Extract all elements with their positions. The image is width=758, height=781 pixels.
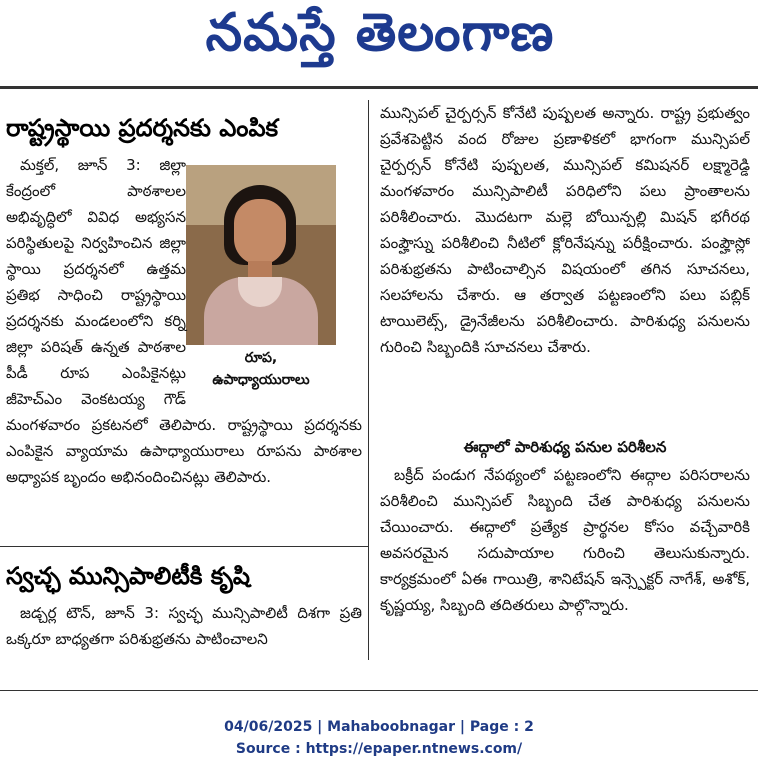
article2-body-left: జడ్చర్ల టౌన్, జూన్ 3: స్వచ్ఛ మున్సిపాలిటీ దిశగా ప్రతి ఒక్కరూ బాధ్యతగా పరిశుభ్రతను పాటించాలని: [6, 604, 362, 648]
article2-body-right-wrap: [380, 100, 750, 434]
footer-date-edition: 04/06/2025 | Mahaboobnagar | Page : 2: [224, 719, 534, 735]
article2-body-left-wrap: [6, 600, 362, 684]
article2-body-sub: బక్రీద్ పండుగ నేపథ్యంలో పట్టణంలోని ఈద్గాల పరిసరాలను పరిశీలించి మున్సిపల్ సిబ్బంది చేత పారిశుధ్య పనులను చేయించారు. ఈద్గాలో ప్రత్యేక ప్రార్థనల కోసం వచ్చేవారికి అవసరమైన సదుపాయాల గురించి తెలుసుకున్నారు. కార్యక్రమంలో ఏఈ గాయిత్రి, శానిటేషన్ ఇన్స్పెక్టర్ నాగేశ్, అశోక్, కృష్ణయ్య, సిబ్బంది తదితరులు పాల్గొన్నారు.: [380, 466, 750, 614]
article1-headline: రాష్ట్రస్థాయి ప్రదర్శనకు ఎంపిక: [6, 114, 279, 142]
article2-body-sub-wrap: [380, 462, 750, 684]
bottom-rule: [0, 690, 758, 691]
top-rule: [0, 86, 758, 89]
article1-body: మక్తల్, జూన్ 3: జిల్లా కేంద్రంలో పాఠశాలల అభివృద్ధిలో వివిధ అభ్యసన పరిస్థితులపై నిర్వహించిన జిల్లా స్థాయి ప్రదర్శనలో ఉత్తమ ప్రతిభ సాధించి రాష్ట్రస్థాయి ప్రదర్శనకు మండలంలోని కర్ని జిల్లా పరిషత్ ఉన్నత పాఠశాల పీడీ రూప ఎంపికైనట్లు జీహెచ్ఎం వెంకటయ్య గౌడ్ మంగళవారం ప్రకటనలో తెలిపారు. రాష్ట్రస్థాయి ప్రదర్శనకు ఎంపికైన వ్యాయామ ఉపాధ్యాయురాలు రూపను పాఠశాల అధ్యాపక బృందం అభినందించినట్లు తెలిపారు.: [6, 156, 362, 486]
section-divider: [0, 546, 368, 547]
article2-body-right: మున్సిపల్ చైర్పర్సన్ కోనేటి పుష్పలత అన్నారు. రాష్ట్ర ప్రభుత్వం ప్రవేశపెట్టిన వంద రోజుల ప్రణాళికలో భాగంగా మున్సిపల్ చైర్పర్సన్ కోనేటి పుష్పలత, మున్సిపల్ కమిషనర్ లక్ష్మారెడ్డి మంగళవారం మున్సిపాలిటీ పరిధిలోని పలు ప్రాంతాలను పరిశీలించారు. మొదటగా మల్లె బోయిన్పల్లి మిషన్ భగీరథ పంప్హౌస్ను పరిశీలించి నీటిలో క్లోరినేషన్ను పరీక్షించారు. పంప్హౌస్లో పరిశుభ్రతను పాటించాల్సిన విషయంలో తగిన సూచనలు, సలహాలను చేశారు. ఆ తర్వాత పట్టణంలోని పలు పబ్లిక్ టాయిలెట్స్, డ్రైనేజీలను పరిశీలించారు. పారిశుధ్య పనులను గురించి సిబ్బందికి సూచనలు చేశారు.: [380, 104, 750, 356]
caption-role: ఉపాధ్యాయురాలు: [212, 372, 310, 388]
caption-name: రూప,: [244, 350, 278, 366]
article2-headline: స్వచ్ఛ మున్సిపాలిటీకి కృషి: [6, 562, 251, 590]
footer: [0, 716, 758, 760]
article2-subhead: ఈద్గాలో పారిశుధ్య పనుల పరిశీలన: [463, 438, 667, 456]
column-divider: [368, 100, 369, 660]
masthead-logo: నమస్తే తెలంగాణ: [205, 2, 555, 63]
article1-body-wrap: [6, 152, 362, 540]
footer-source: Source : https://epaper.ntnews.com/: [235, 741, 523, 757]
